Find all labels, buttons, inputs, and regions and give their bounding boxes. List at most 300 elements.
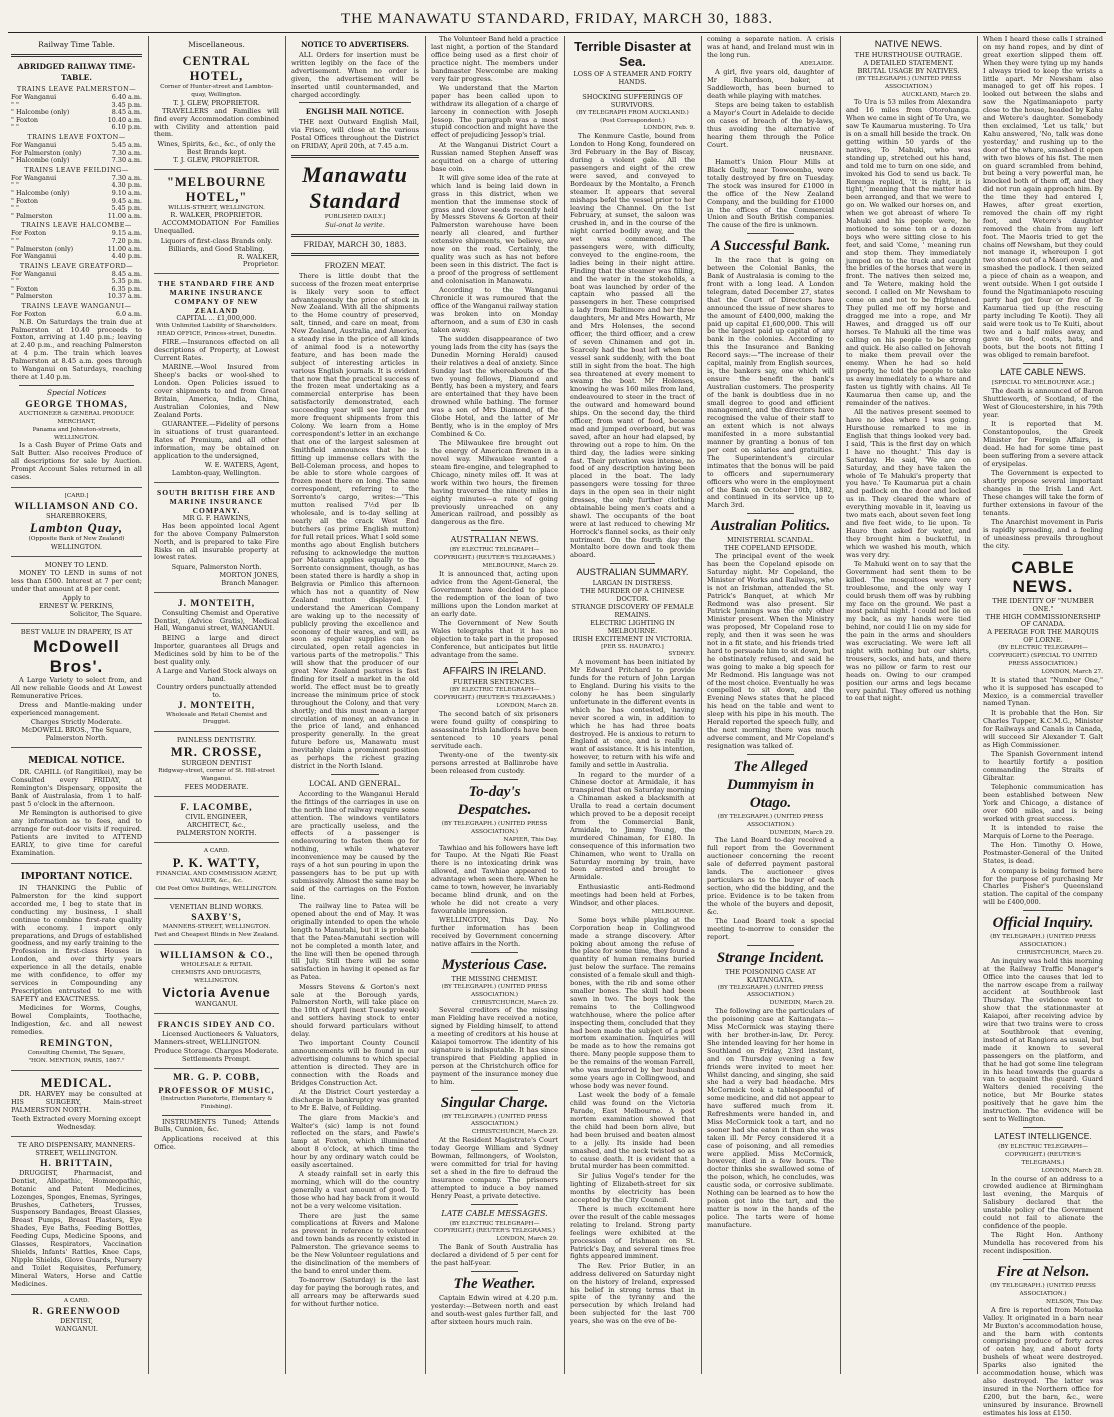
- alleged-dateline: DUNEDIN, March 29.: [769, 829, 834, 836]
- ireland-heading: AFFAIRS IN IRELAND.: [442, 666, 547, 678]
- wellington: WELLINGTON.: [50, 543, 103, 552]
- column-rule: [564, 36, 565, 1374]
- wholesale-retail: WHOLESALE & RETAIL: [180, 961, 253, 968]
- train-destination: " ": [11, 277, 19, 286]
- remington-honour: "HON. MENTION, PARIS, 1867.": [28, 1058, 125, 1065]
- watty-text: FINANCIAL AND COMMISSION AGENT, VALUER, &c., &c.: [155, 870, 278, 885]
- train-time: 11.00 a.m.: [107, 244, 142, 253]
- divider: [747, 945, 794, 946]
- divider: [471, 662, 518, 663]
- ad-medical: [11, 1074, 142, 1137]
- card-label: A CARD.: [63, 1298, 90, 1305]
- ministerial-scandal: MINISTERIAL SCANDAL.: [727, 536, 814, 545]
- australian-news-source: (BY ELECTRIC TELEGRAPH—COPYRIGHT.) (REUTER'S TELEGRAMS.): [434, 547, 555, 562]
- latest-intelligence-2: The Right Hon. Anthony Mundella has recovered from his recent indisposition.: [983, 1231, 1103, 1256]
- summary-text-8: The Rev. Prior Butler, in an address delivered on Saturday night on the history of Ireland, expressed his belief in strong terms that in spite of the tyranny and the persecution by which Ireland had been subjected for the last 700 years, she was on the eve of be-: [570, 1261, 695, 1326]
- local-item-1: According to the Wanganui Herald the fittings of the carriages in use on the north line of railway require some attention. The windows ventilators are practically useless, and the effects of a passenger is endeavouring to fasten them go for nothing, while whatever inconvenience may be caused by the rays of a hot sun pouring in upon the passengers has to be put up with submissively. Almost the same may be said of the carriages on the Foxton line.: [291, 789, 419, 901]
- travellers-text: TRAVELLERS and Families will find every Accommodation combined with Civility and attention paid them.: [154, 106, 279, 139]
- ad-painless-dentistry: [154, 735, 279, 797]
- train-destination: " Foxton: [11, 115, 39, 124]
- poisoning-subheading: THE POISONING CASE AT KAITANGATA.: [725, 967, 816, 984]
- poisoning-dateline: DUNEDIN, March 29.: [769, 1000, 834, 1007]
- abridged-title: ABRIDGED RAILWAY TIME-TABLE.: [17, 62, 136, 82]
- train-section-5: TRAINS LEAVE GREATFORD—: [19, 261, 134, 270]
- ad-williamson-chemists: [154, 948, 279, 1014]
- column-rule: [840, 36, 841, 1374]
- important-notice-heading: IMPORTANT NOTICE.: [20, 872, 133, 883]
- train-time: 3.45 p.m.: [111, 100, 142, 109]
- saxbys-name: SAXBY'S,: [191, 913, 242, 924]
- important-notice-text: IN THANKING the Public of Palmerston for the kind support accorded me, I beg to state that in conducting my business, I shall continue to combine first-rate quality with economy. I import only preparations, and Drugs of established goodness, and my early training to the Profession in first-class Houses in London, and over thirty years experience in all the details, enable me with confidence, to offer my services in Compounding any Prescription entrusted to me with SAFETY and EXACTNESS.: [11, 884, 142, 1003]
- train-time: 6.0 a.m.: [115, 310, 142, 319]
- proprietor-label: Proprietor.: [242, 260, 279, 269]
- alleged-dummyism-heading: The Alleged Dummyism in Otago.: [726, 758, 815, 811]
- train-destination: For Wanganui: [11, 269, 57, 278]
- column-rule: [977, 36, 978, 1374]
- divider: [291, 234, 419, 237]
- applications-text: Applications received at this Office.: [154, 1134, 279, 1151]
- train-time: 5.45 a.m.: [111, 140, 142, 149]
- crosse-name: MR. CROSSE,: [170, 745, 263, 760]
- divider: [291, 253, 419, 256]
- late-cable-news-1: The death is announced of Baron Shuttleworth, of Scotland, of the West of Gloucestershire, in his 79th year.: [983, 387, 1103, 419]
- cobb-name: MR. G. P. COBB,: [173, 1072, 260, 1083]
- cable-news-dateline: LONDON, March 27.: [1041, 668, 1103, 675]
- brisbane-text: Hamett's Union Flour Mills at Black Gully, near Toowoomba, were totally destroyed by fire on Tuesday. The stock was insured for £1000 in the office of the New Zealand Company, and the building for £1000 in the offices of the Commercial Union and South British companies. The cause of the fire is unknown.: [707, 158, 834, 230]
- summary-strange: STRANGE DISCOVERY OF FEMALE REMAINS.: [571, 603, 694, 619]
- shocking-sufferings: SHOCKING SUFFERINGS OF SURVIVORS.: [582, 92, 683, 109]
- summary-text-1: A movement has been initiated by Mr Edward Pritchard to provide funds for the return of John Largan to England. During his visits to the colony he has been singularly unfortunate in the different events in which he has contested, having never scored a win, in addition to which he has had three boats destroyed. He is anxious to return to England at once, and is really in want of assistance. It is his intention, however, to return with his wife and family and settle in Australia.: [570, 658, 695, 770]
- cable-news-source: (BY ELECTRIC TELEGRAPH—COPYRIGHT.) (SPECIAL TO UNITED PRESS ASSOCIATION.): [988, 645, 1098, 667]
- late-cable-text: The Bank of South Australia has declared a dividend of 5 per cent for the past half-year.: [431, 1243, 558, 1268]
- waters-agent: W. E. WATERS, Agent,: [204, 461, 279, 470]
- central-hotel-name: CENTRAL HOTEL,: [182, 54, 251, 83]
- published-daily: PUBLISHED DAILY.]: [324, 214, 386, 221]
- milwaukee-item: The Milwaukee fire brought out the energy of American firemen in a novel way. Milwaukee wanted a steam fire-engine, and telegraphed to Chicago, ninety miles off. It was at work within two hours, the firemen having traversed the ninety miles in eighty minutes—a rate of going previously unreached on any American railroad, and possibly as dangerous as the fire.: [431, 439, 558, 527]
- lambton-opposite: (Opposite Bank of New Zealand): [28, 536, 125, 543]
- greenwood-town: WANGANUI.: [54, 1324, 99, 1333]
- column-8: [980, 35, 1106, 1417]
- george-thomas-text: Is a Cash Buyer of Prime Oats and Salt Butter. Also receives Produce of all descriptions for sale by Auction. Prompt Account Sales returned in all cases.: [11, 441, 142, 482]
- successful-bank-text: In the race that is going on between the Colonial Banks, the Bank of Australasia is coming to the front with a long lead. A London telegram, dated December 27, states that the Court of Directors have announced the issue of new shares to the amount of £400,000, making the paid up capital £1,600,000. This will be the largest paid up capital of any bank in the colonies. According to this the Insurance and Banking Record says:—"The increase of their capital, mainly from English sources, is, the bankers say, one which will ensure the benefit the bank's Australian customers. The prosperity of the bank is doubtless due in no small degree to good and efficient management, and the directors have recognised the value of their staff to an extent which is not always manifested in a more substantial manner by granting a bonus of ten per cent on salaries and gratuities. The Superintendent's circular intimates that the bonus will be paid to officers and supernumerary officers who were in the employment of the Bank on October 10th, 1882, and continued in its service up to March 3rd.: [707, 256, 834, 510]
- divider: [291, 155, 419, 158]
- perkins-role: Solicitor, The Square.: [69, 610, 142, 619]
- cable-news-6: The Hon. Timothy O. Howe, Postmaster-General of the United States, is dead.: [983, 841, 1103, 866]
- hawkins-text: Has been appointed local Agent for the above Company Palmerston North, and is prepared to take Fire Risks on all insurable property at lowest rates.: [154, 521, 279, 562]
- ad-monteith: [154, 596, 279, 733]
- local-item-3: Messrs Stevens & Gorton's next sale at the Borough yards, Palmerston North, will take place on the 10th of April (next Tuesday week) and settlers having stock to enter should forward particulars without delay.: [291, 982, 419, 1039]
- glew-proprietor-2: T. J. GLEW, PROPRIETOR.: [173, 155, 260, 164]
- late-cable-news-source: [SPECIAL TO MELBOURNE AGE.]: [991, 380, 1095, 387]
- train-time: 6.40 a.m.: [111, 93, 142, 101]
- chemists-druggists: CHEMISTS AND DRUGGISTS,: [171, 969, 262, 976]
- medical-notice-text-2: Mr Remington is authorised to give any information as to fees, and to arrange for out-door visits if required. Patients are invited to ATTEND EARLY, to give time for careful Examination.: [11, 809, 142, 857]
- column-1: [8, 36, 145, 1374]
- page-columns: [8, 35, 1106, 1417]
- train-destination: " Halcombe (only): [11, 188, 70, 197]
- train-time: 9.45 a.m.: [111, 196, 142, 205]
- ad-melbourne-hotel: [154, 173, 279, 275]
- divider: [747, 513, 794, 514]
- australian-news-heading: AUSTRALIAN NEWS.: [450, 535, 539, 545]
- alleged-text-2: The Load Board took a special meeting to-morrow to consider the report.: [707, 917, 834, 941]
- column-rule: [425, 36, 426, 1374]
- country-orders: Country orders punctually attended to.: [156, 682, 277, 699]
- crosse-address: Ridgway-street, corner of St. Hill-street Wanganui.: [158, 768, 275, 783]
- train-destination: " Palmerston: [11, 292, 53, 301]
- singular-charge-text: At the Resident Magistrate's Court today George William and Sydney Bowman, fellmongers, of Woolston, were committed for trial for having set a shed in the fire to defraud the insurance company. The prisoners attempted to induce a boy named Henry Peast, a private detective.: [431, 1136, 558, 1200]
- motto: Sui-onat la verite.: [325, 220, 385, 229]
- column-7: [843, 36, 974, 1374]
- summary-text-3: Enthusiastic anti-Redmond meetings had been held at Forbes, Windsor, and other places.: [570, 882, 695, 907]
- late-cable-news-4: The Anarchist movement in Paris is rapidly spreading, and a feeling of uneasiness prevails throughout the city.: [983, 518, 1103, 550]
- train-time: 5.45 p.m.: [111, 204, 142, 213]
- monteith-text: Consulting Chemist and Operative Dentist, (Advice Gratis), Medical Hall, Wanganui street, WANGANUI.: [154, 608, 279, 633]
- official-inquiry-dateline: CHRISTCHURCH, March 29.: [1016, 949, 1103, 956]
- ad-lacombe: [154, 800, 279, 843]
- divider: [1023, 363, 1063, 364]
- ireland-source: (BY ELECTRIC TELEGRAPH—COPYRIGHT.) (REUTER'S TELEGRAMS.): [434, 687, 555, 702]
- train-destination: " ": [11, 100, 19, 109]
- native-news-text-3: Te Mahuki went on to say that the Government had sent them to be killed. The mosquitoes were very troublesome, and the only way I could brush them off was by rubbing my face on the ground. We past a most painful night. I could not lie on my back, as my hands were tied behind, nor could I lie on my side for the pain in the arms and shoulders was excruciating. We were left all night with nothing but our shirts, trousers, socks, and hats, and there was no pillow or farm to rest our heads on. Owing to our cramped position our arms and legs became very painful. They offered us nothing to eat that night.: [846, 560, 971, 703]
- greenwood-name: R. GREENWOOD: [32, 1306, 121, 1317]
- divider: [162, 1115, 271, 1116]
- divider: [471, 1090, 518, 1091]
- instruments-text: INSTRUMENTS Tuned; Attends Bulls, Cunnion, &c.: [154, 1117, 279, 1134]
- summary-sydney: SYDNEY.: [668, 651, 695, 658]
- divider: [1023, 910, 1063, 911]
- australian-news-dateline: MELBOURNE, March 29.: [482, 563, 558, 570]
- poisoning-text: The following are the particulars of the poisoning case at Kaitangata:—Miss McCormick was staying there with her brother-in-law, Dr. Percy. She intended leaving for her home in Southland on Friday, 23rd instant, and on Thursday evening a few friends were invited to meet her. Whilst dancing, and singing, she said she had a very bad headache. Mrs McCormick took a tablespoonful of some medicine, and did not appear to have suffered much from it. Refreshments were handed in, and Miss McCormick took a tart, and no sooner had she eaten it than she was taken ill. Mr Percy considered it a case of poisoning, and all remedies were applied. Miss McCormick, however, died in a few hours. The doctor thinks she swallowed some of the poison, which, he concludes, was caustic soda, or corrosive sublimate. Nothing can be learned as to how the poison got into the tart, and the matter is now in the hands of the police. The tarts were of home manufacture.: [707, 1007, 834, 1229]
- train-destination: For Wanganui: [11, 140, 57, 149]
- alleged-source: (BY TELEGRAPH.) (UNITED PRESS ASSOCIATION.): [717, 813, 824, 828]
- column-rule: [701, 36, 702, 1374]
- mysterious-case-text: Several creditors of the missing man Fielding have received a notice, signed by Fielding himself, to attend a meeting of creditors at his house at Kaiapoi tomorrow. The identity of his signature is indisputable. It has since transpired that Fielding applied in person at the Christchurch office for payment of the insurance money due to him.: [431, 1006, 558, 1086]
- monteith-name: J. MONTEITH,: [177, 598, 256, 609]
- cable-news-heading: CABLE NEWS.: [1011, 557, 1075, 596]
- cable-news-4: Telephonic communication has been established between New York and Chicago, a distance of over 600 miles, and is being worked with great success.: [983, 783, 1103, 823]
- local-item-6: The glare from Mackie's and Walter's (sic) lamp is not found reflected on the stars, and Pawle's lamp at Foxton, which illuminated about 8 o'clock, at which time the hour by any ordinary watch could be easily ascertained.: [291, 1113, 419, 1170]
- column-rule: [148, 36, 149, 1374]
- grass-item: It will give some idea of the rate at which land is being laid down in grass in this district, when we mention that the immense stock of grass and clover seeds recently held by Messrs Stevens & Gorton at their Palmerston warehouse have been nearly all cleared, and further extensive shipments, we believe, are now on the road. Certainly, the quality was such as has not before been seen in this district. The fact is a proof of the progress of settlement and colonisation in Manawatu.: [431, 173, 558, 285]
- train-time: 6.10 p.m.: [111, 123, 142, 132]
- late-cable-dateline: LONDON, March 29.: [496, 1236, 558, 1243]
- monteith-name-2: J. MONTEITH,: [177, 700, 256, 711]
- saxbys-address: MANNERS-STREET, WELLINGTON.: [162, 924, 271, 931]
- harvey-text: DR. HARVEY may be consulted at HIS SURGERY, Main-street PALMERSTON NORTH.: [11, 1090, 142, 1114]
- copeland-text: The principal event of the week has been the Copeland episode on Saturday night. Mr Copeland, the Minister of Works and Railways, who is not an Irishman, attended the St. Patrick's Banquet, at which Mr Redmond was also present. Sir Patrick Jennings was the only other Minister present. When the Ministry was proposed, Mr Copeland rose to reply, and then it was seen he was not in a fit state, and his friends tried hard to persuade him to sit down, but he obstinately refused, and said he was going to make a big speech for Mr Redmond. His language was not of the most choice. Eventually he was compelled to sit down, and the Evening News states that he placed his head on the table and went to sleep with his pipe in his mouth. The Herald reported the speech fully, and the next morning there was much adverse comment, and Mr Copeland's resignation was talked of.: [707, 552, 834, 750]
- train-destination: " Halcombe (only): [11, 156, 70, 165]
- successful-bank-heading: A Successful Bank.: [710, 238, 831, 255]
- williamson-name: WILLIAMSON AND CO.: [14, 502, 139, 513]
- train-table-4: [11, 230, 142, 260]
- train-time: 5.35 p.m.: [111, 277, 142, 286]
- divider: [11, 54, 142, 57]
- train-time: 6.35 p.m.: [111, 284, 142, 293]
- divider: [610, 90, 655, 91]
- summary-largan: LARGAN IN DISTRESS.: [592, 579, 673, 588]
- watty-address: Old Post Office Buildings, WELLINGTON.: [155, 886, 278, 893]
- card-label: A CARD.: [203, 847, 230, 854]
- official-inquiry-text: An inquiry was held this morning at the Railway Traffic Manager's Office into the causes that led to the narrow escape from a railway accident at Southbrook last Thursday. The evidence went to show that the stationmaster at Kaiapoi, after receiving advice by wire that two trains were to cross at Southbrook that evening, instead of at Rangiora as usual, but made it known to several passengers on the platform, and that he had got some line telegram in his head towards the guards a van to acquaint the guard. Guard Walters denied receiving the notice, but Mr Bourke states positively that he gave him the instruction. The evidence will be sent to Wellington.: [983, 956, 1103, 1123]
- standard-fire-name: THE STANDARD FIRE AND MARINE INSURANCE COMPANY OF NEW ZEALAND: [157, 279, 276, 316]
- lambton-quay: Lambton Quay,: [29, 521, 124, 536]
- cable-news-3: The Spanish Government intend to heartily fortify a position commanding the Straits of Gibraltar.: [983, 749, 1103, 782]
- local-item-4: Two important County Council announcements will be found in our advertising columns to which special attention is directed. They are in connection with the Roads and Bridges Construction Act.: [291, 1039, 419, 1087]
- professor-music: PROFESSOR OF MUSIC,: [158, 1084, 275, 1095]
- branch-manager: Branch Manager.: [221, 578, 279, 587]
- fire-nelson-dateline: NELSON, This Day.: [1046, 1298, 1103, 1305]
- george-thomas-trade: AUCTIONEER & GENERAL PRODUCE MERCHANT,: [19, 410, 134, 425]
- frozen-meat-text: There is little doubt that the success of the frozen meat enterprise is likely very soon to effect advantageously the price of stock in New Zealand. With all the shipments to the Home country of preserved, salt, tinned, and care on meat, from New Zealand, Australia, and America, a steady rise in the price of all kinds of animal food is a noteworthy feature, and has been made the subject of interesting articles in various English journals. It is evident that now that the practical success of the frozen meat undertaking as a commercial enterprise has been satisfactorily demonstrated, each succeeding year will see larger and more frequent shipments from this Colony. We learn from a Home correspondent's letter in an exchange that one of the largest salesmen at Smithfield announces that he is fitting up immense cellars with the Bell-Coleman process, and hopes to be able to store whole cargoes of frozen meat there on long. The same correspondent, referring to the Sorrento's cargo, writes:—"This mutton realised 7½d per lb wholesale, and is to-day selling at nearly all the crack West End butchers (as prime English mutton) for full retail prices. What I sold some months ago about English butchers refusing to acknowledge the mutton per Mataura applies equally to the Sorrento consignment, though, as has been stated there is hardly a shop in Belgravia or Pimlico this afternoon which has not a quantity of New Zealand mutton displayed. I understand the American Company are waking up to the necessity of publicly proving the excellence and economy of their wares, and will, as soon as regular supplies can be circulated, open retail agencies in various parts of the metropolis." This will show that the producer of our great New Zealand pastures is fast finding for itself a market in the old world. The effect must be to greatly increase the minimum price of stock throughout the Colony, and that very shortly; and this must mean a larger circulation of money, an advance in the price of land, and enhanced prosperity generally. In the great future before us, Manawatu must inevitably claim a prominent position as perhaps the richest grazing district in the North Island.: [291, 271, 419, 770]
- important-notice-text-2: Medicines for Worms, Coughs, Bowel Complaints, Toothache, Indigestion, &c. and all newest remedies.: [11, 1004, 142, 1036]
- summary-text-7: There is much excitement here over the result of the cable messages relating to Ireland. Strong party feelings were exhibited at the procession of Irishmen on St. Patrick's Day, and several times free fights appeared imminent.: [570, 1204, 695, 1261]
- train-row: [11, 253, 142, 261]
- late-cable-heading: LATE CABLE MESSAGES.: [441, 1208, 548, 1218]
- train-row: [11, 213, 142, 221]
- train-table-2: [11, 142, 142, 165]
- mysterious-case-dateline: CHRISTCHURCH, March 29.: [471, 999, 558, 1006]
- native-news-text-2: All the natives present seemed to have no idea where I was going. Hursthouse remarked to me in English that things looked very bad. I said, 'This is the first day on which I have no thought.' This day is Saturday. He said, 'We are on Saturday, and they have taken the whole of Te Mahuki's property that you have.' Te Kaumarua put a chain and padlock on the door and locked us in. They cleared the whare of everything movable in it, leaving us two mats each, about seven feet long and five feet wide, to lie upon. Te Hauro then asked for water, and they brought him a bucketful, in which we washed his mouth, which was very dry.: [846, 408, 971, 559]
- mysterious-case-heading: Mysterious Case.: [441, 956, 548, 973]
- train-destination: For Wanganui: [11, 252, 57, 261]
- perkins-name: ERNEST W. PERKINS,: [38, 602, 115, 611]
- cable-news-1: It is stated that "Number One," who it is supposed has escaped to Mexico, is a commercial traveller named Tynan.: [983, 675, 1103, 708]
- train-section-2: TRAINS LEAVE FOXTON—: [27, 132, 126, 141]
- wellington-2: WELLINGTON.: [193, 977, 240, 984]
- saxbys-text: Fast and Cheapest Blinds in New Zealand.: [154, 932, 279, 939]
- train-destination: " Foxton: [11, 196, 39, 205]
- strange-incident-heading: Strange Incident.: [716, 949, 825, 966]
- disaster-dateline: LONDON, Feb. 9.: [643, 125, 695, 132]
- train-destination: " ": [11, 181, 19, 190]
- train-row: [11, 124, 142, 132]
- latest-intelligence-heading: LATEST INTELLIGENCE.: [994, 1130, 1092, 1141]
- fire-nelson-source: (BY TELEGRAPH.) (UNITED PRESS ASSOCIATION.): [990, 1283, 1096, 1297]
- detailed-statement: A DETAILED STATEMENT.: [863, 58, 954, 67]
- divider: [1023, 1127, 1063, 1128]
- mcdowell-text-4: McDOWELL BROS., The Square, Palmerston North.: [21, 726, 132, 743]
- diamond-item: The sudden disappearance of two young lads from the city has (says the Dunedin Morning Herald) caused their relatives a deal of anxiety. Since Sunday last the whereabouts of the two young fellows, Diamond and Bently, has been a mystery, and fears are entertained that they have been drowned while bathing. The former was a son of Mrs Diamond, of the Globe Hotel, and the latter of Mr Bently, who is in the employ of Mrs Combined & Co.: [431, 335, 558, 438]
- ad-medical-notice: [11, 751, 142, 864]
- cable-news-7: A company is being formed here for the purpose of purchasing Mr Charles Fisher's Queensland station. The capital of the company will be £400,000.: [983, 866, 1103, 907]
- train-section-3: TRAINS LEAVE FEILDING—: [24, 165, 129, 174]
- medical-heading: MEDICAL.: [40, 1076, 113, 1091]
- ad-francis-sidey: [154, 1017, 279, 1069]
- hursthouse-outrage: THE HURSTHOUSE OUTRAGE.: [854, 51, 963, 59]
- brisbane-dateline: BRISBANE.: [799, 151, 834, 158]
- train-time: 9.15 a.m.: [111, 229, 142, 238]
- lacombe-name: F. LACOMBE,: [180, 802, 253, 813]
- train-destination: For Wanganui: [11, 173, 57, 182]
- ad-watty: [154, 846, 279, 900]
- te-aro-dispensary: TE ARO DISPENSARY, MANNERS-STREET, WELLINGTON.: [17, 1141, 136, 1158]
- accommodation-text: ACCOMMODATION For Families Unequalled.: [154, 219, 279, 236]
- train-time: 7.20 p.m.: [111, 236, 142, 245]
- marton-item: We understand that the Marton paper has been called upon to withdraw its allegation of a charge of larceny in connection with Joseph Jessop. The paragraph was a most stupid concoction and might have the effect of prejudicing Jessop's trial.: [431, 83, 558, 140]
- francis-sidey-text: Licensed Auctioneers & Valuators, Manners-street, WELLINGTON.: [154, 1029, 279, 1046]
- train-section-4: TRAINS LEAVE HALCOMBE—: [21, 221, 132, 230]
- train-destination: " Halcombe (only): [11, 108, 70, 117]
- train-destination: " ": [11, 236, 19, 245]
- summary-text-2: In regard to the murder of a Chinese doctor at Armidale, it has transpired that on Saturday morning a Chinaman asked a blacksmith at Uralla to read a certain document which proved to be a deposit receipt from the Commercial Bank, Armidale, to Jimmy Young, the murdered Chinaman, for £180. In consequence of this information two Chinamen, who went to Uralla on Saturday morning by train, have been arrested and brought to Armidale.: [570, 770, 695, 882]
- australian-summary-heading: AUSTRALIAN SUMMARY.: [576, 567, 689, 579]
- divider: [610, 563, 655, 564]
- walker-name: R. WALKER,: [237, 252, 279, 261]
- fire-nelson-text: A fire is reported from Motueka Valley. It originated in a barn near Mr Buxton's accommodation house, and the barn with contents comprising produce of forty acres of oaten hay, and about forty bushels of wheat were destroyed. Sparks also ignited the accommodation house, which was also destroyed. The latter was insured in the Northern office for £200, but the barn, &c., were uninsured by insurance. Brownell estimates his loss at £150.: [983, 1305, 1103, 1417]
- disaster-source: (BY TELEGRAPH FROM AUCKLAND.) (Post Correspondent.): [576, 109, 689, 124]
- divider: [747, 754, 794, 755]
- medical-notice-text: DR. CAHILL (of Rangitikei), may be Consulted every FRIDAY, at Remington's Dispensary, opposite the Bank of Australasia, from 1 to half-past 5 o'clock in the afternoon.: [11, 768, 142, 808]
- sharebrokers: SHAREBROKERS,: [45, 512, 108, 521]
- frozen-meat-heading: FROZEN MEAT.: [324, 260, 386, 270]
- ad-george-thomas: [11, 397, 142, 489]
- local-item-5: At the District Court yesterday a discharge in bankruptcy was granted to Mr E. Balve, of Feilding.: [291, 1088, 419, 1113]
- latest-intelligence-dateline: LONDON, March 28.: [1041, 1167, 1103, 1174]
- ireland-text-2: Twenty-one of the twenty-six persons arrested at Ballinrobe have been released from custody.: [431, 751, 558, 775]
- south-british-name: SOUTH BRITISH FIRE AND MARINE INSURANCE COMPANY.: [157, 487, 276, 515]
- harvey-text-2: Teeth Extracted every Morning except Wednesday.: [12, 1115, 141, 1132]
- issue-date: FRIDAY, MARCH 30, 1883.: [303, 239, 407, 249]
- divider: [471, 1271, 518, 1272]
- newspaper-logo: Manawatu Standard: [302, 162, 408, 214]
- fees-moderate: FEES MODERATE.: [184, 783, 249, 791]
- todays-despatches-heading: To-day's Despatches.: [457, 783, 532, 818]
- divider: [471, 530, 518, 531]
- train-section-1: TRAINS LEAVE PALMERSTON—: [16, 85, 137, 93]
- weather-text: Captain Edwin wired at 4.20 p.m. yesterday:—Between north and east and south-west gales further fall, and after sixteen hours much rain.: [431, 1293, 558, 1326]
- singular-charge-dateline: CHRISTCHURCH, March 29.: [471, 1129, 558, 1136]
- wholesale-chemist: Wholesale and Retail Chemist and Druggist.: [166, 711, 267, 726]
- summary-melbourne: MELBOURNE.: [651, 908, 695, 915]
- column-6: [704, 36, 837, 1374]
- railway-title: Railway Time Table.: [38, 40, 115, 49]
- adelaide-dateline: ADELAIDE.: [799, 61, 834, 68]
- native-news-source: (BY TELEGRAPH.) (UNITED PRESS ASSOCIATION.): [855, 75, 962, 90]
- train-time: 7.30 a.m.: [111, 156, 142, 165]
- terrible-disaster-heading: Terrible Disaster at Sea.: [574, 39, 691, 69]
- produce-storage: Produce Storage. Charges Moderate.: [154, 1046, 279, 1055]
- card-label: [CARD.]: [64, 493, 89, 500]
- masthead: [8, 6, 1106, 33]
- train-destination: " ": [11, 123, 19, 132]
- fire-text: FIRE.—Insurances effected on all descriptions of Property, at Lowest Current Rates.: [154, 338, 279, 362]
- instruction: (Instruction Pianoforte, Elementary & Finishing).: [160, 1095, 273, 1110]
- train-time: 4.40 p.m.: [111, 252, 142, 261]
- australian-politics-heading: Australian Politics.: [710, 518, 831, 535]
- misc-heading: Miscellaneous.: [188, 40, 245, 49]
- divider: [747, 233, 794, 234]
- band-item: The Volunteer Band held a practice last night, a portion of the Standard office being used as a first choir of practice night. The members under bandmaster Newcombe are making very fair progress.: [431, 35, 558, 83]
- money-lend-heading: MONEY TO LEND.: [44, 561, 109, 570]
- being-text: BEING a large and direct Importer, guarantees all Drugs and Medicines sold by him to be of the best quality only.: [154, 633, 279, 666]
- late-cable-news-heading: LATE CABLE NEWS.: [1000, 367, 1086, 378]
- head-office: HEAD OFFICE, Princes-street, Dunedin.: [157, 331, 276, 338]
- train-destination: " Palmerston: [11, 211, 53, 220]
- train-time: 7.30 a.m.: [111, 148, 142, 157]
- wanganui: WANGANUI.: [194, 999, 239, 1008]
- divider: [19, 385, 134, 386]
- late-cable-source: (BY ELECTRIC TELEGRAPH—COPYRIGHT.) (REUTER'S TELEGRAMS.): [434, 1220, 555, 1235]
- summary-electric: ELECTRIC LIGHTING IN MELBOURNE.: [590, 618, 675, 635]
- local-item-2: The railway line to Patea will be opened about the end of May. It was originally intended to open the whole length to Manutahi, but it is probable that the Patea-Manutahi section will not be completed a month later, and the line will then be opened through till July. Still there will be some satisfaction in having it opened as far as Patea.: [291, 902, 419, 982]
- painless-heading: PAINLESS DENTISTRY.: [176, 736, 257, 745]
- summary-text-4: Some boys while playing at the Corporation heap in Collingwood made a strange discovery. After poking about among the refuse of the place for some time, they found a quantity of human remains buried just below the surface. The remains consisted of a female skull and thigh-bones, with the rib and some other smaller bones. The skull had been sawn in two. The boys took the remains to the Collingwood watchhouse, where the police after inspecting them, concluded that they had been made the subject of a post mortem examination. Inquiries will be made as to how the remains got there. Many people suppose them to be the remains of the woman Farrell, who was murdered by her husband some years ago in Collingwood, and whose body was never found.: [570, 915, 695, 1090]
- divider: [471, 779, 518, 780]
- railway-note: N.B. On Saturdays the train due at Palmerston at 10.40 proceeds to Foxton, arriving at 1.40 p.m.; leaving at 2.40 p.m., and reaching Palmerston at 4 p.m. The train which leaves Palmerston at 8.45 a.m. goes through to Wanganui on Saturdays, reaching there at 1.40 p.m.: [11, 317, 142, 381]
- train-destination: For Wanganui: [11, 93, 57, 101]
- train-time: 4.30 p.m.: [111, 181, 142, 190]
- latest-intelligence-source: (BY ELECTRIC TELEGRAPH—COPYRIGHT.) (REUTER'S TELEGRAMS.): [998, 1143, 1088, 1166]
- guarantee-text: GUARANTEE.—Fidelity of persons in situations of trust guaranteed. Rates of Premium, and all other information, may be obtained on application to the undersigned,: [154, 420, 279, 460]
- train-destination: For Palmerston (only): [11, 148, 82, 157]
- notice-advertisers-heading: NOTICE TO ADVERTISERS.: [301, 40, 409, 49]
- large-stock: A Large and Varied Stock always on hand.: [156, 666, 277, 683]
- billiards-text: Billiards, and Good Stabling.: [168, 244, 265, 253]
- english-mail-heading: ENGLISH MAIL NOTICE.: [305, 107, 405, 117]
- todays-despatches-source: (BY TELEGRAPH.) (UNITED PRESS ASSOCIATION.): [441, 820, 548, 835]
- ad-important-notice: [11, 867, 142, 1071]
- mcdowell-text-3: Charges Strictly Moderate.: [30, 718, 123, 727]
- liquors-text: Liquors of first-class Brands only.: [160, 236, 273, 245]
- remington-name: REMINGTON,: [40, 1039, 113, 1050]
- square-text: Square, Palmerston North.: [171, 562, 262, 571]
- walker-proprietor: R. WALKER, PROPRIETOR.: [170, 211, 263, 220]
- peerage-marquis: A PEERAGE FOR THE MARQUIS OF LORNE.: [987, 628, 1099, 645]
- ad-cobb: [154, 1072, 279, 1152]
- palmerston-north: PALMERSTON NORTH.: [176, 828, 257, 837]
- settlements: Settlements Prompt.: [181, 1054, 252, 1063]
- mcdowell-text-1: A Large Variety to select from, and All new reliable Goods and At Lowest Remunerative Prices.: [11, 675, 142, 700]
- singular-charge-source: (BY TELEGRAPH.) (UNITED PRESS ASSOCIATION.): [441, 1113, 548, 1128]
- ad-south-british: [154, 486, 279, 593]
- ad-central-hotel: [154, 52, 279, 170]
- ireland-dateline: LONDON, March 28.: [496, 703, 558, 710]
- lambton-quay-2: Lambton-quay, Wellington.: [171, 469, 262, 478]
- notice-advertisers-text: ALL Orders for insertion must be written legibly on the face of the advertisement. When no order is given, the advertisement will be inserted until countermanded, and charged accordingly.: [291, 51, 419, 99]
- late-cable-news-3: The Government is expected to shortly propose several important changes in the Irish Land Act. These changes will take the form of further extensions in favour of the tenants.: [983, 469, 1103, 517]
- masthead-title: THE MANAWATU STANDARD, FRIDAY, MARCH 30, 1883.: [341, 11, 773, 27]
- george-thomas-address: Panama and Johnston-streets, WELLINGTON.: [32, 426, 121, 441]
- local-item-8: There are just the same complications at Rivers and Malone as prevent in reference to volunteer and town bands as recently existed in Palmerston. The grievance seems to be the New Volunteer regulations and the disinclination of the members of the band to enrol under them.: [291, 1211, 419, 1275]
- victoria-avenue: Victoria Avenue: [162, 985, 271, 1000]
- mcdowell-text-2: Dress and Mantle-making under experienced management.: [11, 701, 142, 717]
- chronicle-item: According to the Wanganui Chronicle it was rumoured that the office of the Wanganui railway station was broken into on Monday afternoon, and a sum of £30 in cash taken away.: [431, 286, 558, 334]
- adelaide-text-1: A girl, five years old, daughter of Mr Richardson, baker, at Saddleworth, has been burned to death while playing with matches.: [707, 68, 834, 100]
- mysterious-case-subheading: THE MISSING CHEMIST.: [451, 974, 538, 983]
- glew-proprietor: T. J. GLEW, PROPRIETOR.: [173, 98, 260, 107]
- local-general-heading: LOCAL AND GENERAL.: [309, 778, 401, 788]
- ad-venetian-blinds: [154, 902, 279, 945]
- todays-despatches-1: Tawhiao and his followers have left for Taupo. At the Ngati Rie Feast there is no intoxicating drink was allowed, and Tawhiao appeared to advantage when seen there. When he came to town, however, he invariably became blind drunk, and on the whole he did not create a very favourable impression.: [431, 843, 558, 915]
- summary-irish: IRISH EXCITEMENT IN VICTORIA.: [572, 634, 693, 643]
- central-hotel-address: Corner of Hunter-street and Lambton-quay, Wellington.: [160, 84, 273, 98]
- ad-mcdowell: [11, 627, 142, 748]
- divider: [331, 774, 379, 775]
- english-mail-text: THE next Outward English Mail, via Frisco, will close at the various Postal Offices throughout the District on FRIDAY, April 20th, at 7.45 a.m.: [291, 118, 419, 151]
- train-destination: " Palmerston (only): [11, 244, 74, 253]
- train-time: 7.30 a.m.: [111, 173, 142, 182]
- high-commissionership: THE HIGH COMMISSIONERSHIP OF CANADA.: [985, 612, 1101, 629]
- column-2: [151, 36, 282, 1374]
- divider: [471, 952, 518, 953]
- fire-nelson-heading: Fire at Nelson.: [996, 1264, 1090, 1281]
- column-5: [567, 36, 698, 1374]
- best-value: BEST VALUE IN DRAPERY, IS AT: [20, 627, 133, 636]
- remington-role: Consulting Chemist, The Square,: [27, 1050, 126, 1057]
- brittain-name: H. BRITTAIN,: [40, 1158, 113, 1169]
- george-thomas-name: GEORGE THOMAS,: [25, 399, 128, 410]
